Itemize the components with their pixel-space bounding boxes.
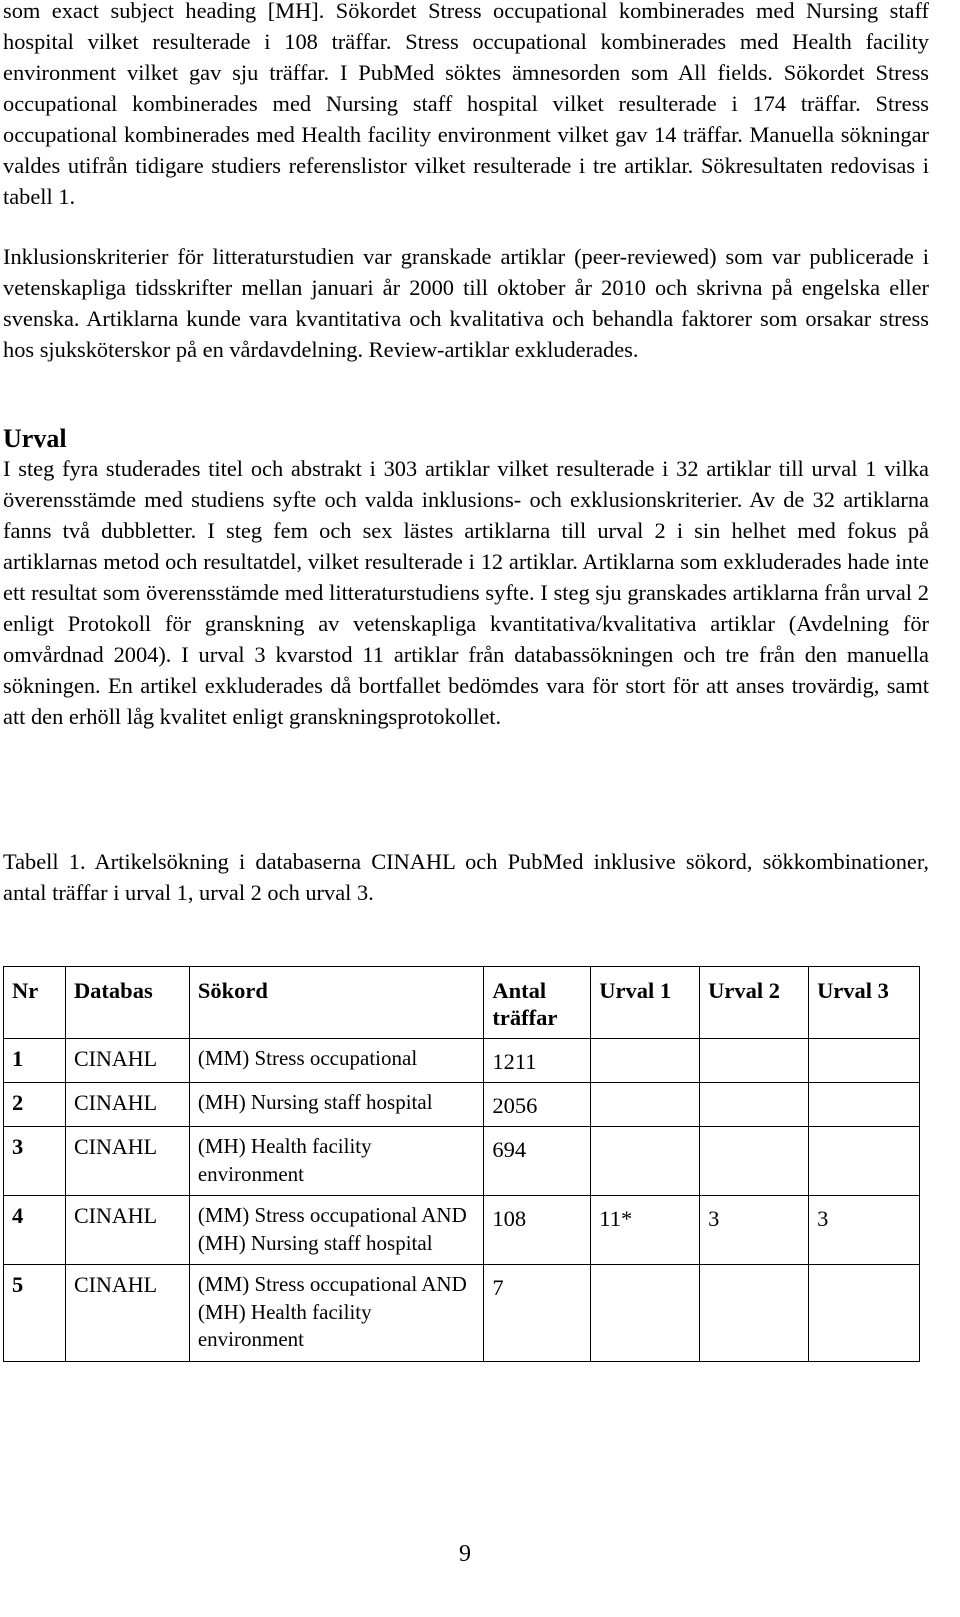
cell-databas: CINAHL xyxy=(65,1083,189,1127)
header-urval-1: Urval 1 xyxy=(591,967,700,1039)
cell-urval-3 xyxy=(809,1039,920,1083)
cell-antal: 108 xyxy=(484,1196,591,1265)
page-number: 9 xyxy=(459,1541,471,1567)
cell-sokord: (MH) Nursing staff hospital xyxy=(189,1083,484,1127)
cell-antal: 7 xyxy=(484,1265,591,1362)
cell-nr: 1 xyxy=(4,1039,66,1083)
cell-urval-2: 3 xyxy=(700,1196,809,1265)
cell-urval-1: 11* xyxy=(591,1196,700,1265)
cell-nr: 3 xyxy=(4,1127,66,1196)
cell-sokord: (MM) Stress occupational AND (MH) Health facility environment xyxy=(189,1265,484,1362)
method-paragraph-search: som exact subject heading [MH]. Sökordet Stress occupational kombinerades med Nursing staff hospital vilket resulterade i 108 träffar. Stress occupational kombinerades med Health facility environment vilket gav sju träffar. I PubMed söktes ämnesorden som All fields. Sökordet Stress occupational kombinerades med Nursing staff hospital vilket resulterade i 174 träffar. Stress occupational kombinerades med Health facility environment vilket gav 14 träffar. Manuella sökningar valdes utifrån tidigare studiers referenslistor vilket resulterade i tre artiklar. Sökresultaten redovisas i tabell 1. xyxy=(3,0,929,209)
cell-nr: 5 xyxy=(4,1265,66,1362)
cell-databas: CINAHL xyxy=(65,1127,189,1196)
cell-urval-1 xyxy=(591,1265,700,1362)
header-databas: Databas xyxy=(65,967,189,1039)
urval-paragraph: I steg fyra studerades titel och abstrakt i 303 artiklar vilket resulterade i 32 artiklar till urval 1 vilka överensstämde med studiens syfte och valda inklusions- och exklusionskriterier. Av de 32 artiklarna fanns två dubbletter. I steg fem och sex lästes artiklarna till urval 2 i sin helhet med fokus på artiklarnas metod och resultatdel, vilket resulterade i 12 artiklar. Artiklarna som exkluderades hade inte ett resultat som överensstämde med litteraturstudiens syfte. I steg sju granskades artiklarna från urval 2 enligt Protokoll för granskning av vetenskapliga kvantitativa/kvalitativa artiklar (Avdelning för omvårdnad 2004). I urval 3 kvarstod 11 artiklar från databassökningen och tre från den manuella sökningen. En artikel exkluderades då bortfallet bedömdes vara för stort för att anses trovärdig, samt att den erhöll låg kvalitet enligt granskningsprotokollet. xyxy=(3,456,929,729)
table-row xyxy=(4,1127,920,1196)
cell-urval-2 xyxy=(700,1039,809,1083)
table-caption: Tabell 1. Artikelsökning i databaserna CINAHL och PubMed inklusive sökord, sökkombinationer, antal träffar i urval 1, urval 2 och urval 3. xyxy=(3,849,929,905)
table-header-row xyxy=(4,967,920,1039)
cell-sokord: (MM) Stress occupational xyxy=(189,1039,484,1083)
cell-urval-1 xyxy=(591,1039,700,1083)
cell-urval-1 xyxy=(591,1127,700,1196)
cell-sokord: (MH) Health facility environment xyxy=(189,1127,484,1196)
header-urval-3: Urval 3 xyxy=(809,967,920,1039)
cell-nr: 2 xyxy=(4,1083,66,1127)
cell-urval-1 xyxy=(591,1083,700,1127)
cell-urval-2 xyxy=(700,1083,809,1127)
section-heading-urval: Urval xyxy=(3,424,67,453)
cell-antal: 694 xyxy=(484,1127,591,1196)
search-results-table xyxy=(3,966,920,1362)
table-row xyxy=(4,1265,920,1362)
cell-databas: CINAHL xyxy=(65,1196,189,1265)
cell-urval-3 xyxy=(809,1265,920,1362)
header-nr: Nr xyxy=(4,967,66,1039)
cell-urval-2 xyxy=(700,1127,809,1196)
table-row xyxy=(4,1039,920,1083)
cell-urval-3 xyxy=(809,1083,920,1127)
cell-nr: 4 xyxy=(4,1196,66,1265)
cell-antal: 2056 xyxy=(484,1083,591,1127)
header-sokord: Sökord xyxy=(189,967,484,1039)
cell-urval-2 xyxy=(700,1265,809,1362)
cell-databas: CINAHL xyxy=(65,1039,189,1083)
header-antal-traffar: Antal träffar xyxy=(484,967,591,1039)
cell-databas: CINAHL xyxy=(65,1265,189,1362)
header-urval-2: Urval 2 xyxy=(700,967,809,1039)
inclusion-criteria-paragraph: Inklusionskriterier för litteraturstudien var granskade artiklar (peer-reviewed) som var publicerade i vetenskapliga tidsskrifter mellan januari år 2000 till oktober år 2010 och skrivna på engelska eller svenska. Artiklarna kunde vara kvantitativa och kvalitativa och behandla faktorer som orsakar stress hos sjuksköterskor på en vårdavdelning. Review-artiklar exkluderades. xyxy=(3,244,929,362)
cell-antal: 1211 xyxy=(484,1039,591,1083)
cell-sokord: (MM) Stress occupational AND (MH) Nursing staff hospital xyxy=(189,1196,484,1265)
cell-urval-3 xyxy=(809,1127,920,1196)
table-row xyxy=(4,1083,920,1127)
cell-urval-3: 3 xyxy=(809,1196,920,1265)
table-row xyxy=(4,1196,920,1265)
